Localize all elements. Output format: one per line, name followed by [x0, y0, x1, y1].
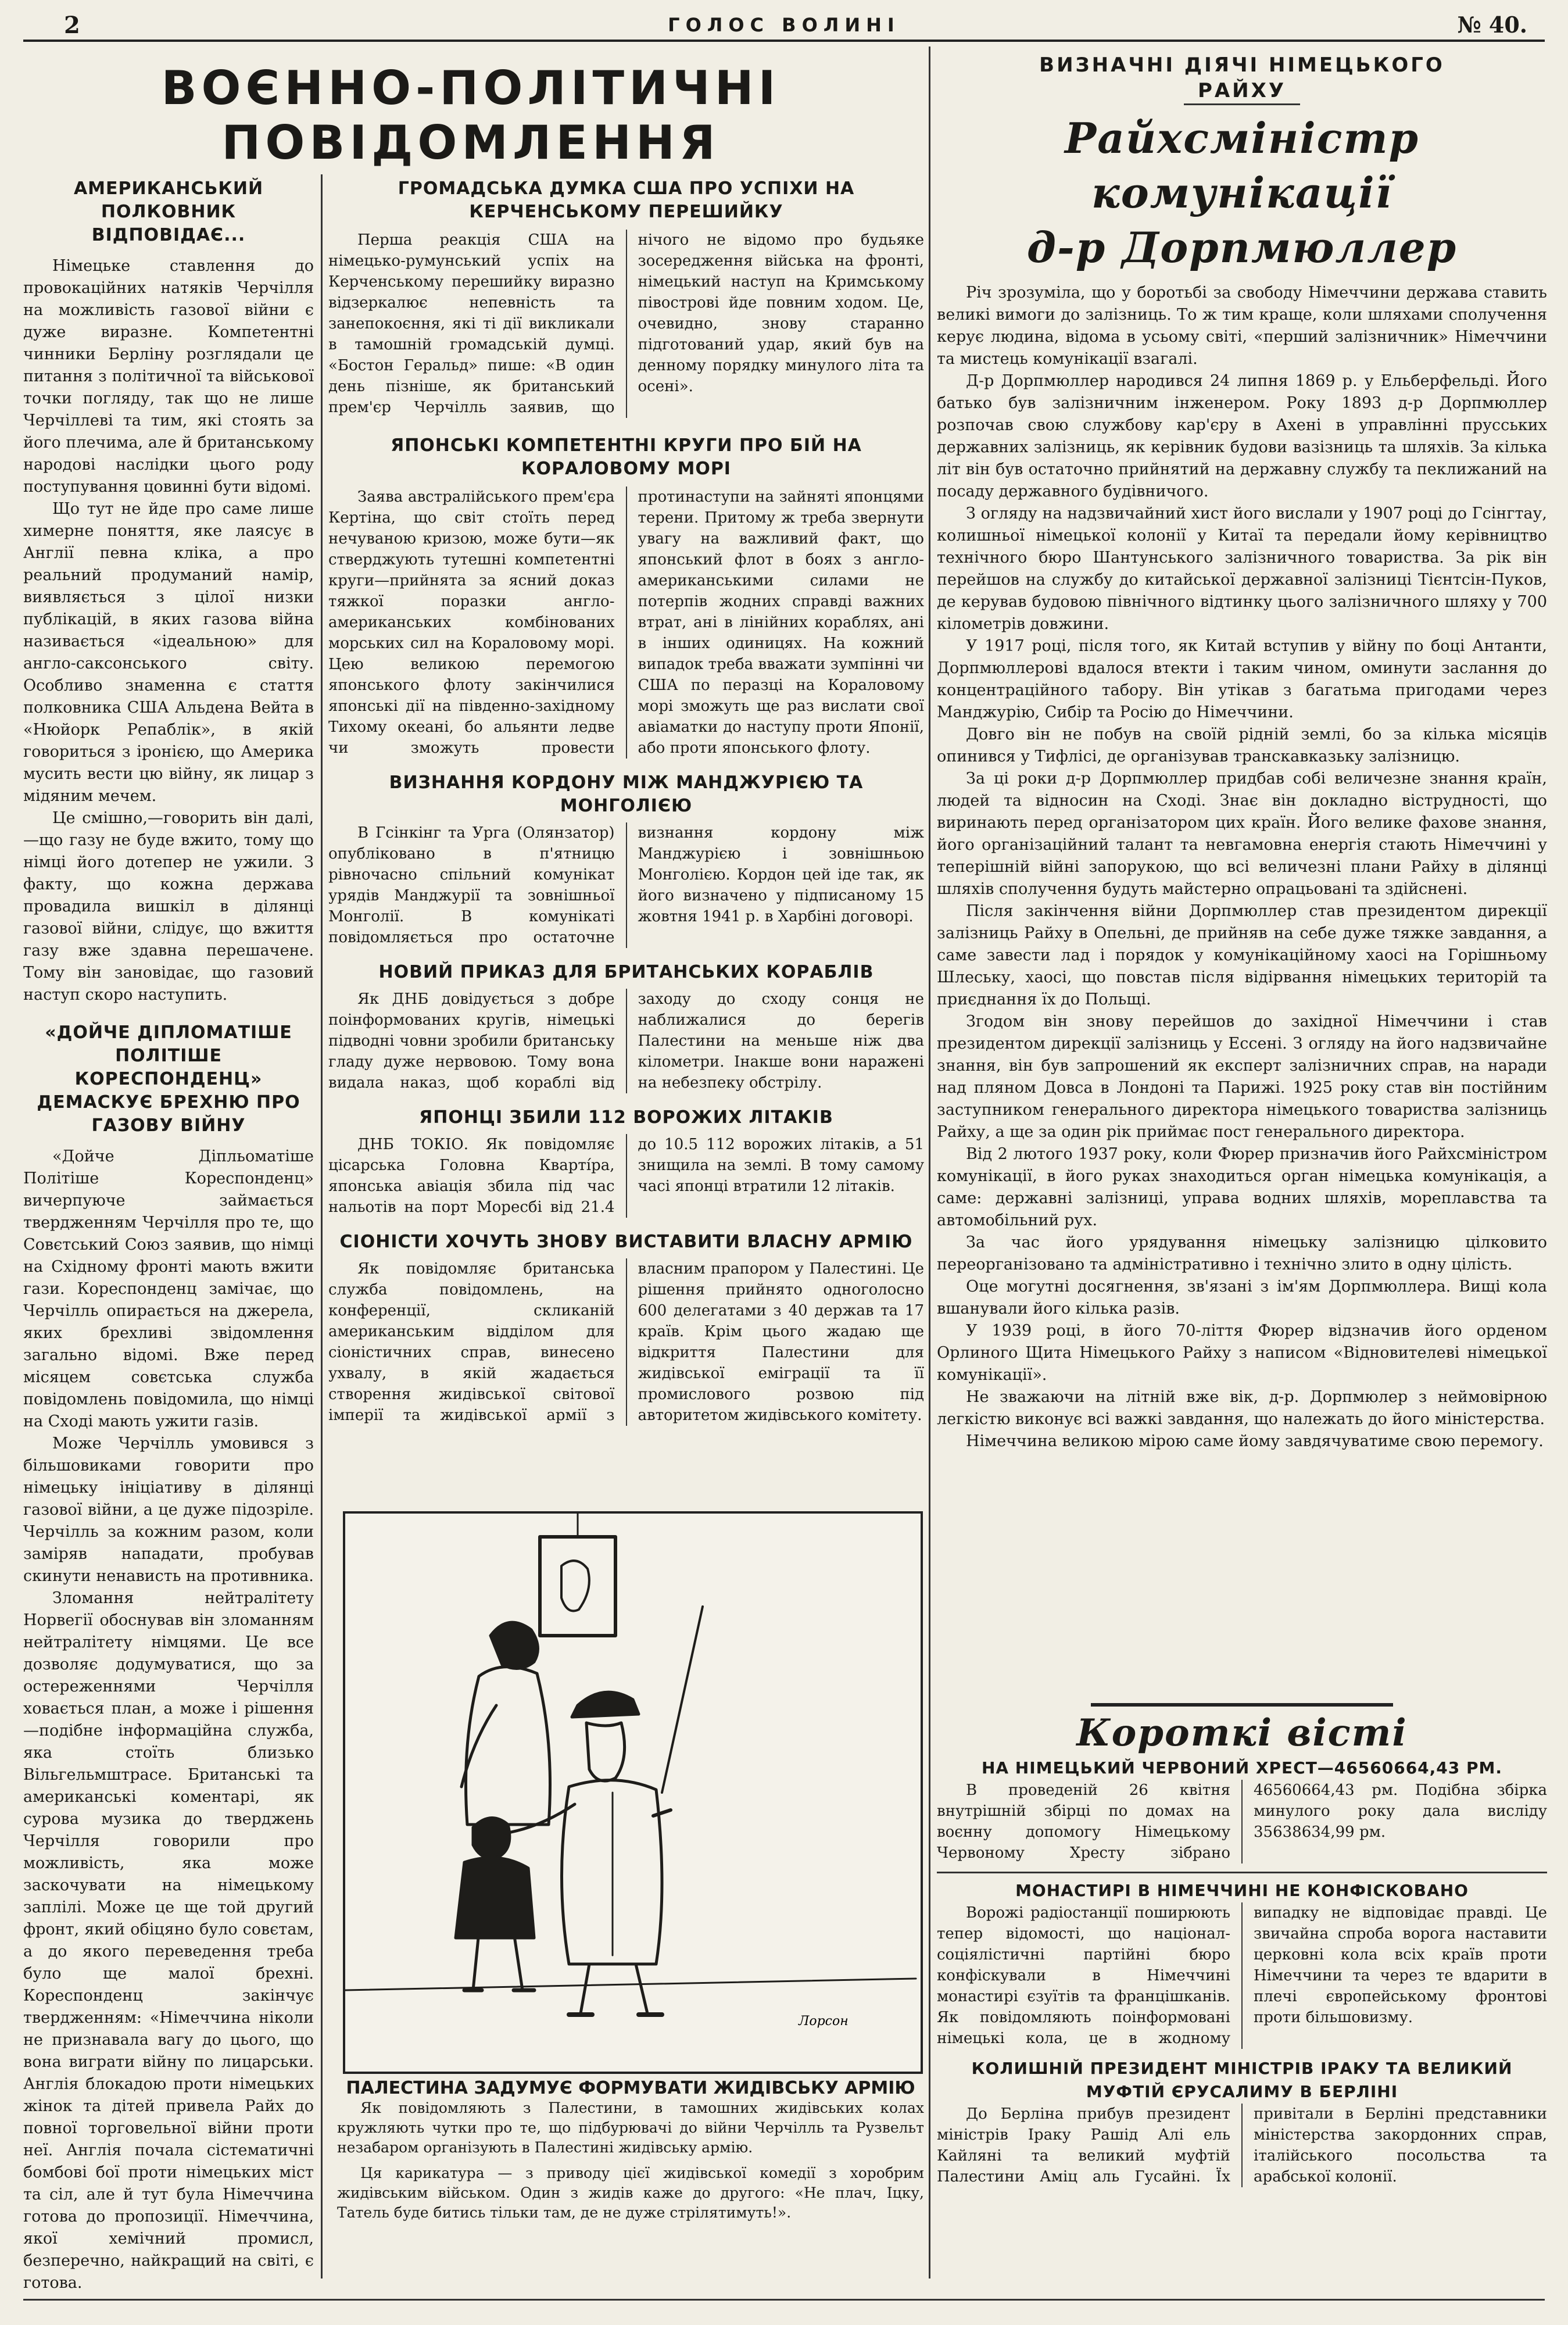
newspaper-name: ГОЛОС ВОЛИНІ — [668, 14, 900, 36]
feature-paragraph: Не зважаючи на літній вже вік, д-р. Дорпмюлер з неймовірною легкістю виконує всі важкі завдання, що належать до його міністерства. — [937, 1388, 1547, 1428]
article-paragraph: Як повідомляє британська служба повідомлень, на конференції, скликаній американським відділом для сіоністичних справ, винесено ухвалу, в якій жадається створення жидівської світової імперії та жидівської армії з власним прапором у Палестині. Це рішення прийнято одноголосно 600 делегатами з 40 держав та 17 країв. Крім цього жадаю ще відкриття Палестини для жидівської еміграції та її промислового розвою під авторитетом жидівського комітету. — [328, 1260, 924, 1424]
article-paragraph: Німецьке ставлення до провокаційних натяків Черчілля на можливість газової війни є дуже виразне. Компетентні чинники Берліну розглядали це питання з політичної та військової точки погляду, так що не лише Черчіллеві та тим, які стоять за його плечима, але й британському народові наслідки цього роду поступування цовинні бути відомі. — [23, 257, 314, 496]
main-title — [35, 61, 907, 177]
article-body — [328, 487, 924, 759]
rubric-rule — [1091, 1703, 1393, 1707]
feature-paragraph: Д-р Дорпмюллер народився 24 липня 1869 р. у Ельберфельді. Його батько був залізничним інженером. Року 1893 д-р Дорпмюллер розпочав свою службову кар'єру в Ахені в управлінні прусських державних залізниць, як керівник будови вазізниць та шляхів. За кілька літ він був остаточно прийнятий на державну службу та пеклижаний на посаду державного будівничого. — [937, 372, 1547, 500]
article-paragraph: Що тут не йде про саме лише химерне поняття, яке лаясує в Англії певна кліка, а про реальний продуманий намір, виявляється з цілої низки публікацій, в яких газова війна називається «ідеальною» для англо-саксонського світу. Особливо знаменна є стаття полковника США Альдена Вейта в «Нюйорк Репаблік», в якій говориться з іронією, що Америка мусить вести цю війну, як лицар з мідяним мечем. — [23, 500, 314, 805]
news-paragraph: До Берліна прибув президент міністрів Іраку Рашід Алі ель Кайляні та великий муфтій Палестини Аміц аль Гусайні. Їх привітали в Берліні представники міністерства закордонних справ, італійського посольства та арабської колонії. — [937, 2105, 1547, 2186]
article-paragraph: Перша реакція США на німецько-румунський успіх на Керченському перешийку виразно відзеркалює непевність та занепокоєння, які ті дії викликали в тамошній громадській думці. «Бостон Геральд» пише: «В один день пізніше, як британський прем'єр Черчілль заявив, що нічого не відомо про будьяке зосередження війська на фронті, німецький наступ на Кримському півострові йде повним ходом. Це, очевидно, знову старанно підготований удар, який був на денному порядку минулого літа та осені». — [328, 231, 924, 416]
article-body — [328, 822, 924, 948]
feature-title: Райхсміністр комунікації — [1065, 113, 1419, 217]
feature-paragraph: Річ зрозуміла, що у боротьбі за свободу Німеччини держава ставить великі вимоги до залізниць. То ж тим краще, коли шляхами сполучення керує людина, відома в усьому світі, «перший залізничник» Німеччини та мистець комунікації взагалі. — [937, 284, 1547, 368]
feature-paragraph: Після закінчення війни Дорпмюллер став президентом дирекції залізниць Райху в Опельні, де прийняв на себе дуже тяжке завдання, а саме завести лад і порядок у комунікаційному хаосі на Горішньому Шлеську, хаосі, що повстав після відірвання німецьких територій та приєднання їх до Польщі. — [937, 902, 1547, 1008]
article-body — [328, 1258, 924, 1426]
article-headline: НОВИЙ ПРИКАЗ ДЛЯ БРИТАНСЬКИХ КОРАБЛІВ — [378, 962, 874, 982]
main-title-line-2: ПОВІДОМЛЕННЯ — [221, 116, 720, 170]
article-paragraph: Зломання нейтралітету Норвегії обоснував він зломанням нейтралітету німцями. Це все дозволяє додумуватися, що за остереженнями Черчілля ховається план, а може і рішення—подібне інформаційна служба, яка стоїть близько Вільгельмштрасе. Британські та американські коментарі, як сурова музика до тверджень Черчілля говорили про можливість, яка може заскочувати на німецькому заплілі. Може це ще той другий фронт, який обіцяно було совєтам, а до якого переведення треба було ще малої брехні. Кореспонденц закінчує твердженням: «Німеччина ніколи не признавала вагу до цього, що вона виграти війну по лицарськи. Англія блокадою проти німецьких жінок та дітей привела Райх до повної торговельної війни проти неї. Англія почала сістематичні бомбові бої проти німецьких міст та сіл, але й тут була Німеччина готова до пропозиції. Німеччина, якої хемічний промисл, безперечно, найкращий на світі, є готова. — [23, 1589, 314, 2292]
cartoon-caption — [337, 2078, 924, 2281]
short-news-rubric: Короткі вісті — [1076, 1711, 1408, 1755]
news-body — [937, 1902, 1547, 2049]
article-paragraph: Як ДНБ довідується з добре поінформованих кругів, німецькі підводні човни зробили британську гладу дуже нервовою. Тому вона видала наказ, щоб кораблі від заходу до сходу сонця не наближалися до берегів Палестини на меньше ніж два кілометри. Інакше вони наражені на небезпеку обстрілу. — [328, 990, 924, 1092]
cartoon-image — [343, 1511, 923, 2074]
feature-paragraph: Згодом він знову перейшов до західної Німеччини і став президентом дирекції залізниць у Ессені. З огляду на його надзвичайне знання, він був запрошений як експерт залізничних справ, на наради над пляном Довса в Лондоні та Парижі. 1925 року став він постійним заступником генерального директора німецького товариства залізниць Райху, а ще за один рік приймає пост генерального директора. — [937, 1013, 1547, 1141]
series-title-line-2: РАЙХУ — [1184, 78, 1300, 105]
news-headline: НА НІМЕЦЬКИЙ ЧЕРВОНИЙ ХРЕСТ—46560664,43 РМ. — [981, 1758, 1503, 1777]
article-headline: СІОНІСТИ ХОЧУТЬ ЗНОВУ ВИСТАВИТИ ВЛАСНУ АРМІЮ — [339, 1232, 913, 1252]
cartoon-drawing — [345, 1514, 916, 2067]
article-headline: АМЕРИКАНСЬКИЙ ПОЛКОВНИК ВІДПОВІДАЄ... — [73, 178, 264, 245]
news-paragraph: Ворожі радіостанції поширюють тепер відомості, що націонал-соціялістичні партійні бюро конфіскували в Німеччині монастирі єзуїтів та францішканів. Як повідомляють поінформовані німецькі кола, це в жодному випадку не відповідає правді. Це звичайна спроба ворога наставити церковні кола всіх країв проти Німеччини та через те вдарити в плечі європейському фронтові проти більшовизму. — [937, 1904, 1547, 2047]
issue-number: № 40. — [1457, 12, 1527, 38]
news-headline: КОЛИШНІЙ ПРЕЗИДЕНТ МІНІСТРІВ ІРАКУ ТА ВЕЛИКИЙ МУФТІЙ ЄРУСАЛИМУ В БЕРЛІНІ — [971, 2059, 1513, 2101]
article-headline: ЯПОНЦІ ЗБИЛИ 112 ВОРОЖИХ ЛІТАКІВ — [419, 1107, 833, 1128]
article-paragraph: ДНБ ТОКІО. Як повідомляє цісарська Головна Кварті́ра, японська авіація збила під час нальотів на порт Моресбі від 21.4 до 10.5 112 ворожих літаків, а 51 знищила на землі. В тому самому часі японці втратили 12 літаків. — [328, 1136, 924, 1216]
article-body — [328, 230, 924, 418]
column-rule — [929, 46, 930, 2278]
feature-paragraph: Довго він не побув на своїй рідній землі, бо за кілька місяців опинився у Тифлісі, де організував транскавказьку залізницю. — [937, 725, 1547, 766]
short-news — [937, 1703, 1547, 2284]
feature-paragraph: Німеччина великою мірою саме йому завдячуватиме свою перемогу. — [966, 1432, 1544, 1450]
column-3 — [937, 52, 1547, 1697]
feature-paragraph: За час його урядування німецьку залізницю цілковито переорганізовано та адміністративно і технічно злито в одну цілість. — [937, 1233, 1547, 1274]
article-headline: ВИЗНАННЯ КОРДОНУ МІЖ МАНДЖУРІЄЮ ТА МОНГОЛІЄЮ — [389, 772, 864, 816]
page-header — [23, 10, 1545, 42]
news-body — [937, 1780, 1547, 1863]
cartoon-signature: Лорсон — [799, 2014, 849, 2029]
main-title-line-1: ВОЄННО-ПОЛІТИЧНІ — [161, 61, 781, 115]
news-body — [937, 2104, 1547, 2187]
article-body — [328, 1134, 924, 1218]
article-paragraph: Це смішно,—говорить він далі,—що газу не буде вжито, тому що німці його дотепер не ужили. З факту, що кожна держава провадила вишкіл в ділянці газової війни, слідує, що вжиття газу вже здавна перешачене. Тому він зановідає, що газовий наступ скоро наступить. — [23, 809, 314, 1004]
article-paragraph: Заява австралійського прем'єра Кертіна, що світ стоїть перед нечуваною кризою, може бути—як стверджують тутешні компетентні круги—прийнята за ясний доказ тяжкої поразки англо-американських комбінованих морських сил на Кораловому морі. Цею великою перемогою японського флоту закінчилися японські дії на південно-західному Тихому океані, бо альянти ледве чи зможуть провести протинаступи на зайняті японцями терени. Притому ж треба звернути увагу на важливий факт, що японський флот в боях з англо-американськими силами не потерпів жодних справді важних втрат, ані в лінійних кораблях, ані в інших одиницях. На кожний випадок треба вважати зумпінні чи США по перазці на Кораловому морі зможуть ще раз вислати свої авіаматки до наступу проти Японії, або проти японського флоту. — [328, 488, 924, 757]
feature-title-line-2: д-р Дорпмюллер — [1026, 223, 1458, 272]
page-number: 2 — [64, 12, 80, 39]
series-title: ВИЗНАЧНІ ДІЯЧІ НІМЕЦЬКОГО — [1039, 53, 1445, 77]
news-paragraph: В проведеній 26 квітня внутрішній збірці по домах на воєнну допомогу Німецькому Червоному Хресту зібрано 46560664,43 рм. Подібна збірка минулого року дала висліду 35638634,99 рм. — [937, 1782, 1547, 1862]
caption-text: Як повідомляють з Палестини, в тамошних жидівських колах кружляють чутки про те, що підбурювачі до війни Черчілль та Рузвельт незабаром організують в Палестині жидівську армію. — [337, 2099, 924, 2156]
feature-paragraph: Оце могутні досягнення, зв'язані з ім'ям Дорпмюллера. Вищі кола вшанували його кілька разів. — [937, 1278, 1547, 1318]
article-headline: ЯПОНСЬКІ КОМПЕТЕНТНІ КРУГИ ПРО БІЙ НА КОРАЛОВОМУ МОРІ — [391, 435, 862, 479]
caption-title: ПАЛЕСТИНА ЗАДУМУЄ ФОРМУВАТИ ЖИДІВСЬКУ АРМІЮ — [346, 2078, 915, 2098]
article-body — [328, 989, 924, 1093]
column-rule — [321, 174, 323, 2278]
feature-paragraph: За ці роки д-р Дорпмюллер придбав собі величезне знання країн, людей та відносин на Сході. Знає він докладно віструдності, що виринають перед організатором цих країн. Його велике фахове знання, його організаційний талант та невгамовна енергія стають Німеччині у теперішній війні запорукою, що всі величезні плани Райху в ділянці шляхів сполучення будуть майстерно опрацьовані та здійснені. — [937, 770, 1547, 898]
column-2 — [328, 177, 924, 1505]
feature-paragraph: З огляду на надзвичайний хист його вислали у 1907 році до Гсінгтау, колишньої німецької колонії у Китаї та передали йому керівництво технічного бюро Шантунського залізничного товариства. За рік він перейшов на службу до китайської державної залізниці Тієнтсін-Пуков, де керував будовою північного відтинку цього залізничного шляху у 700 кілометрів довжини. — [937, 505, 1547, 633]
column-1 — [23, 177, 314, 2292]
feature-paragraph: У 1917 році, після того, як Китай вступив у війну по боці Антанти, Дорпмюллерові вдалося втекти і таким чином, оминути заслання до концентраційного табору. Він утікав з багатьма пригодами через Манджурію, Сибір та Росію до Німеччини. — [937, 637, 1547, 721]
article-paragraph: «Дойче Діпльоматіше Політіше Кореспонденц» вичерпуюче займається твердженням Черчілля про те, що Совєтський Союз заявив, що німці на Східному фронті мають вжити гази. Кореспонденц замічає, що Черчілль опирається на джерела, яких брехливі звідомлення загально відомі. Вже перед місяцем совєтська служба повідомлень повідомила, що німці на Сході мають ужити газів. — [23, 1147, 314, 1430]
article-paragraph: Може Черчілль умовився з більшовиками говорити про німецьку ініціативу в ділянці газової війни, а це дуже підозріле. Черчілль за кожним разом, коли заміряв нападати, пробував скинути ненависть на противника. — [23, 1435, 314, 1585]
news-headline: МОНАСТИРІ В НІМЕЧЧИНІ НЕ КОНФІСКОВАНО — [1015, 1881, 1469, 1900]
feature-paragraph: У 1939 році, в його 70-ліття Фюрер відзначив його орденом Орлиного Щита Німецького Райху з написом «Відновителеві німецької комунікації». — [937, 1322, 1547, 1384]
feature-paragraph: Від 2 лютого 1937 року, коли Фюрер призначив його Райхсміністром комунікації, в його руках знаходиться орган німецька комунікація, а саме: державні залізниці, управа водних шляхів, мореплавства та автомобільний рух. — [937, 1145, 1547, 1229]
bottom-rule — [23, 2299, 1545, 2301]
caption-text: Ця карикатура — з приводу цієї жидівської комедії з хоробрим жидівським військом. Один з жидів каже до другого: «Не плач, Іцку, Татель буде битись тільки там, де не дуже стрілятимуть!». — [337, 2165, 924, 2221]
article-headline: ГРОМАДСЬКА ДУМКА США ПРО УСПІХИ НА КЕРЧЕНСЬКОМУ ПЕРЕШИЙКУ — [398, 178, 855, 222]
article-headline: «ДОЙЧЕ ДІПЛОМАТІШЕ ПОЛІТІШЕ КОРЕСПОНДЕНЦ» ДЕМАСКУЄ БРЕХНЮ ПРО ГАЗОВУ ВІЙНУ — [37, 1022, 300, 1136]
article-paragraph: В Гсінкінг та Урга (Олянзатор) опубліковано в п'ятницю рівночасно спільний комунікат урядів Манджурії та зовнішньої Монголії. В комунікаті повідомляється про остаточне визнання кордону між Манджурією і зовнішньою Монголією. Кордон цей іде так, як його визначено у підписаному 15 жовтня 1941 р. в Харбіні договорі. — [328, 824, 924, 946]
